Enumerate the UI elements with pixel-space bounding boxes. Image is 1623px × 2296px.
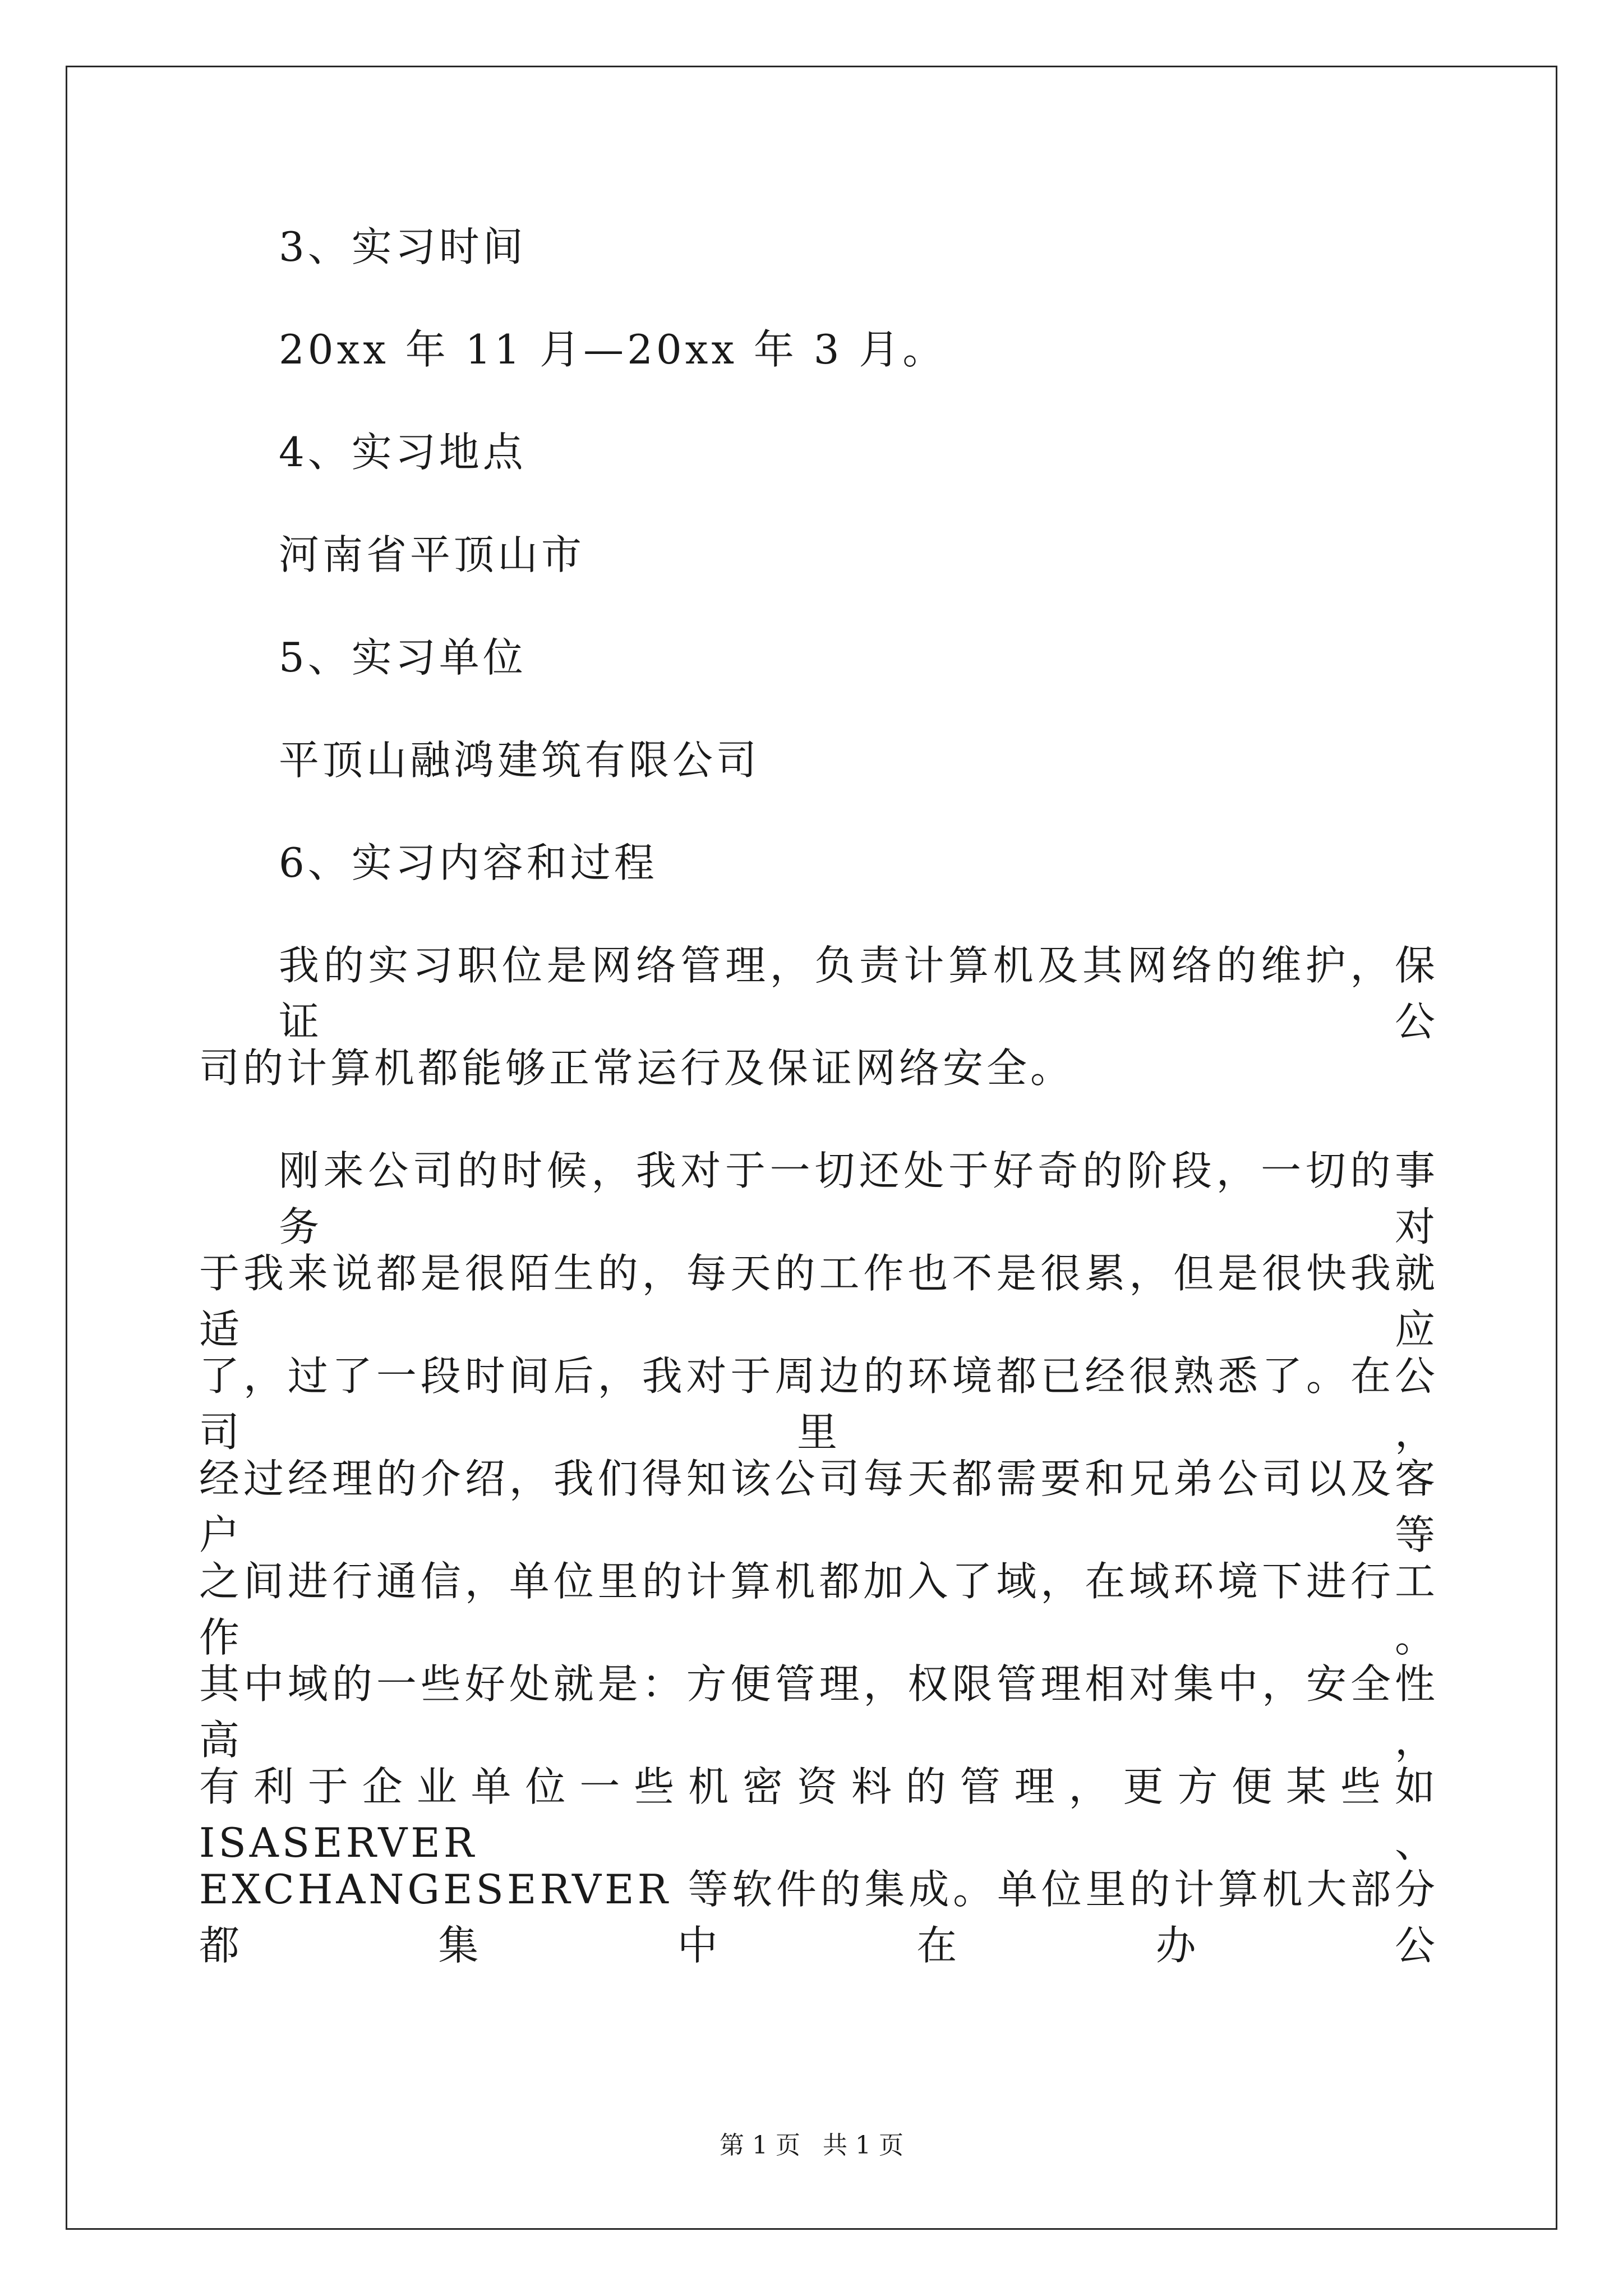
paragraph-1-line-1: 我的实习职位是网络管理，负责计算机及其网络的维护，保证公 bbox=[279, 942, 1438, 1045]
paragraph-2-line-1: 刚来公司的时候，我对于一切还处于好奇的阶段，一切的事务对 bbox=[279, 1147, 1438, 1250]
heading-internship-unit: 5、实习单位 bbox=[279, 634, 527, 681]
heading-internship-place: 4、实习地点 bbox=[279, 429, 527, 476]
value-internship-time: 20xx 年 11 月—20xx 年 3 月。 bbox=[279, 326, 947, 373]
paragraph-2-line-8: EXCHANGESERVER 等软件的集成。单位里的计算机大部分都集中在办公 bbox=[199, 1866, 1438, 1969]
heading-internship-content: 6、实习内容和过程 bbox=[279, 839, 658, 886]
paragraph-2-line-7: 有利于企业单位一些机密资料的管理，更方便某些如 ISASERVER、 bbox=[199, 1763, 1438, 1866]
paragraph-2-line-4: 经过经理的介绍，我们得知该公司每天都需要和兄弟公司以及客户等 bbox=[199, 1455, 1438, 1558]
page-number-total: 共 1 页 bbox=[823, 2131, 903, 2160]
value-internship-unit: 平顶山融鸿建筑有限公司 bbox=[279, 737, 760, 784]
page-number-current: 第 1 页 bbox=[720, 2131, 800, 2160]
paragraph-1-line-2: 司的计算机都能够正常运行及保证网络安全。 bbox=[199, 1045, 1075, 1092]
page-footer bbox=[0, 2129, 1623, 2162]
paragraph-2-line-3: 了，过了一段时间后，我对于周边的环境都已经很熟悉了。在公司里， bbox=[199, 1352, 1438, 1456]
paragraph-2-line-5: 之间进行通信，单位里的计算机都加入了域，在域环境下进行工作。 bbox=[199, 1558, 1438, 1661]
paragraph-2-line-2: 于我来说都是很陌生的，每天的工作也不是很累，但是很快我就适应 bbox=[199, 1250, 1438, 1353]
value-internship-place: 河南省平顶山市 bbox=[279, 531, 585, 578]
paragraph-2-line-6: 其中域的一些好处就是：方便管理，权限管理相对集中，安全性高， bbox=[199, 1660, 1438, 1764]
heading-internship-time: 3、实习时间 bbox=[279, 223, 527, 270]
